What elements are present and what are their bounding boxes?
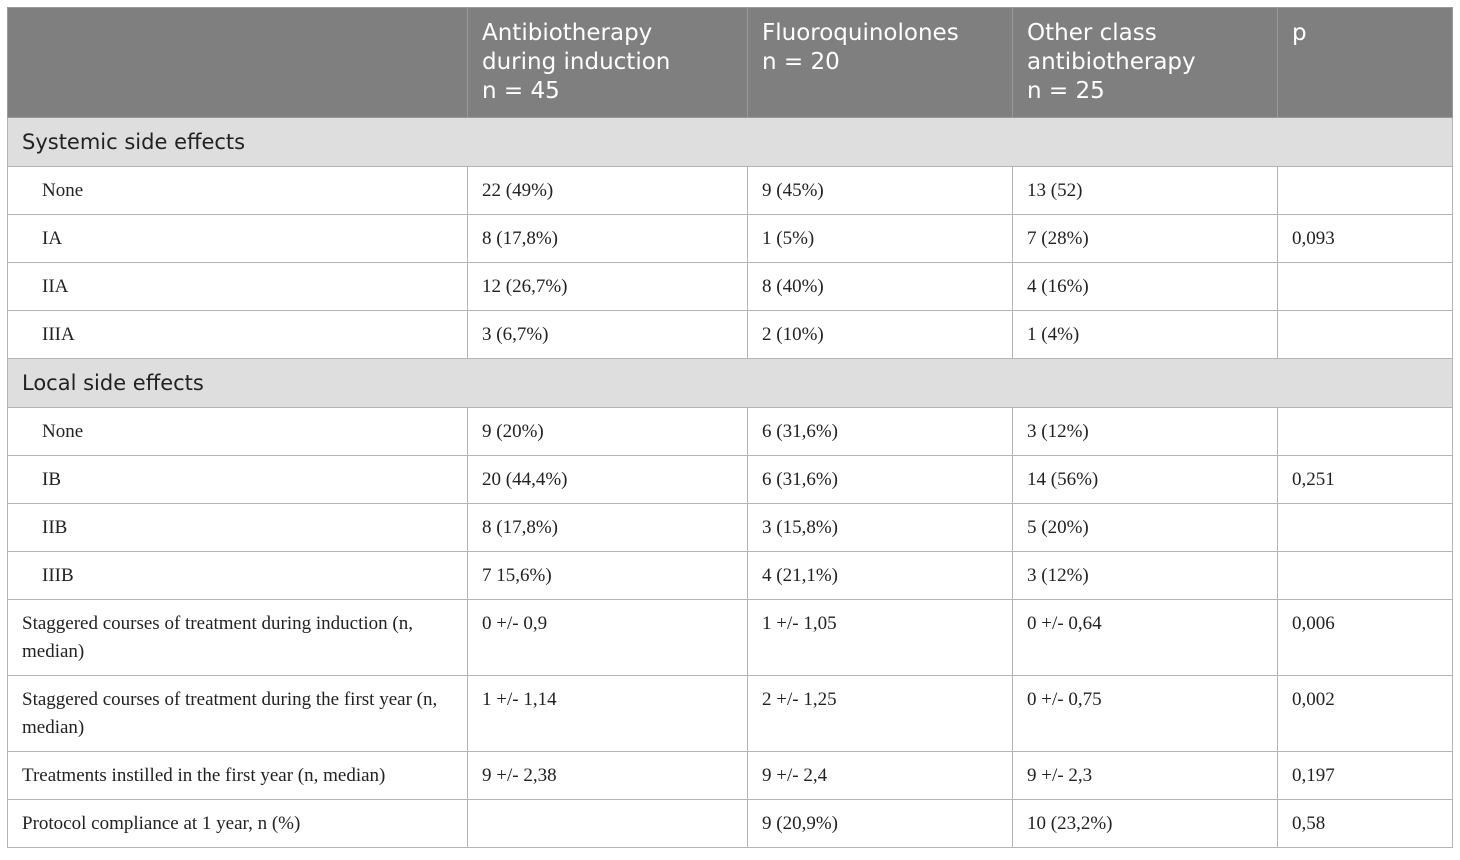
row-label: None — [8, 167, 468, 215]
row-label: Staggered courses of treatment during the first year (n, median) — [8, 676, 468, 752]
table-row — [8, 600, 1453, 676]
table-cell: 7 (28%) — [1013, 215, 1278, 263]
row-label: IIIA — [8, 311, 468, 359]
row-label: IIIB — [8, 552, 468, 600]
row-label: Protocol compliance at 1 year, n (%) — [8, 800, 468, 848]
table-cell: 8 (17,8%) — [468, 504, 748, 552]
table-cell — [468, 800, 748, 848]
table-cell: 1 (5%) — [748, 215, 1013, 263]
table-row — [8, 800, 1453, 848]
table-cell: 3 (12%) — [1013, 408, 1278, 456]
section-row-local — [8, 359, 1453, 408]
table-body — [8, 118, 1453, 848]
row-label: IIA — [8, 263, 468, 311]
table-row — [8, 456, 1453, 504]
header-cell-other-class: Other class antibiotherapy n = 25 — [1013, 8, 1278, 118]
header-cell-p: p — [1278, 8, 1453, 118]
table-cell: 6 (31,6%) — [748, 456, 1013, 504]
table-header — [8, 8, 1453, 118]
table-cell: 0 +/- 0,75 — [1013, 676, 1278, 752]
table-cell: 8 (17,8%) — [468, 215, 748, 263]
section-title: Local side effects — [8, 359, 1453, 408]
table-cell: 0,006 — [1278, 600, 1453, 676]
table-cell: 2 +/- 1,25 — [748, 676, 1013, 752]
table-cell: 9 (20,9%) — [748, 800, 1013, 848]
table-row — [8, 552, 1453, 600]
table-cell: 12 (26,7%) — [468, 263, 748, 311]
table-cell — [1278, 263, 1453, 311]
table-cell: 5 (20%) — [1013, 504, 1278, 552]
table-cell — [1278, 311, 1453, 359]
header-row — [8, 8, 1453, 118]
table-row — [8, 311, 1453, 359]
table-cell — [1278, 504, 1453, 552]
table-cell: 9 (45%) — [748, 167, 1013, 215]
table-cell: 6 (31,6%) — [748, 408, 1013, 456]
table-cell: 0,093 — [1278, 215, 1453, 263]
table-cell: 8 (40%) — [748, 263, 1013, 311]
table-cell: 0,58 — [1278, 800, 1453, 848]
table-row — [8, 215, 1453, 263]
header-cell-fluoroquinolones: Fluoroquinolones n = 20 — [748, 8, 1013, 118]
table-cell: 4 (21,1%) — [748, 552, 1013, 600]
table-cell: 3 (15,8%) — [748, 504, 1013, 552]
table-row — [8, 504, 1453, 552]
table-cell: 9 +/- 2,3 — [1013, 752, 1278, 800]
table-cell: 0,251 — [1278, 456, 1453, 504]
table-cell: 1 +/- 1,05 — [748, 600, 1013, 676]
table-cell: 0 +/- 0,9 — [468, 600, 748, 676]
table-cell: 1 (4%) — [1013, 311, 1278, 359]
row-label: IB — [8, 456, 468, 504]
table-cell: 1 +/- 1,14 — [468, 676, 748, 752]
table-cell: 9 (20%) — [468, 408, 748, 456]
header-cell-antibiotherapy: Antibiotherapy during induction n = 45 — [468, 8, 748, 118]
row-label: Treatments instilled in the first year (n, median) — [8, 752, 468, 800]
table-cell: 20 (44,4%) — [468, 456, 748, 504]
row-label: Staggered courses of treatment during induction (n, median) — [8, 600, 468, 676]
table-cell: 9 +/- 2,38 — [468, 752, 748, 800]
table-cell — [1278, 552, 1453, 600]
table-cell: 0 +/- 0,64 — [1013, 600, 1278, 676]
table-cell: 13 (52) — [1013, 167, 1278, 215]
row-label: IIB — [8, 504, 468, 552]
table-cell: 7 15,6%) — [468, 552, 748, 600]
row-label: IA — [8, 215, 468, 263]
section-title: Systemic side effects — [8, 118, 1453, 167]
side-effects-table — [7, 7, 1453, 848]
row-label: None — [8, 408, 468, 456]
table-cell: 3 (6,7%) — [468, 311, 748, 359]
table-row — [8, 167, 1453, 215]
table-cell: 3 (12%) — [1013, 552, 1278, 600]
header-cell-blank — [8, 8, 468, 118]
table-cell — [1278, 408, 1453, 456]
table-row — [8, 263, 1453, 311]
table-cell: 10 (23,2%) — [1013, 800, 1278, 848]
table-cell: 0,002 — [1278, 676, 1453, 752]
table-row — [8, 408, 1453, 456]
table-cell: 9 +/- 2,4 — [748, 752, 1013, 800]
table-cell: 2 (10%) — [748, 311, 1013, 359]
table-row — [8, 752, 1453, 800]
table-cell: 4 (16%) — [1013, 263, 1278, 311]
table-row — [8, 676, 1453, 752]
table-cell: 0,197 — [1278, 752, 1453, 800]
section-row-systemic — [8, 118, 1453, 167]
table-cell — [1278, 167, 1453, 215]
table-cell: 22 (49%) — [468, 167, 748, 215]
table-cell: 14 (56%) — [1013, 456, 1278, 504]
